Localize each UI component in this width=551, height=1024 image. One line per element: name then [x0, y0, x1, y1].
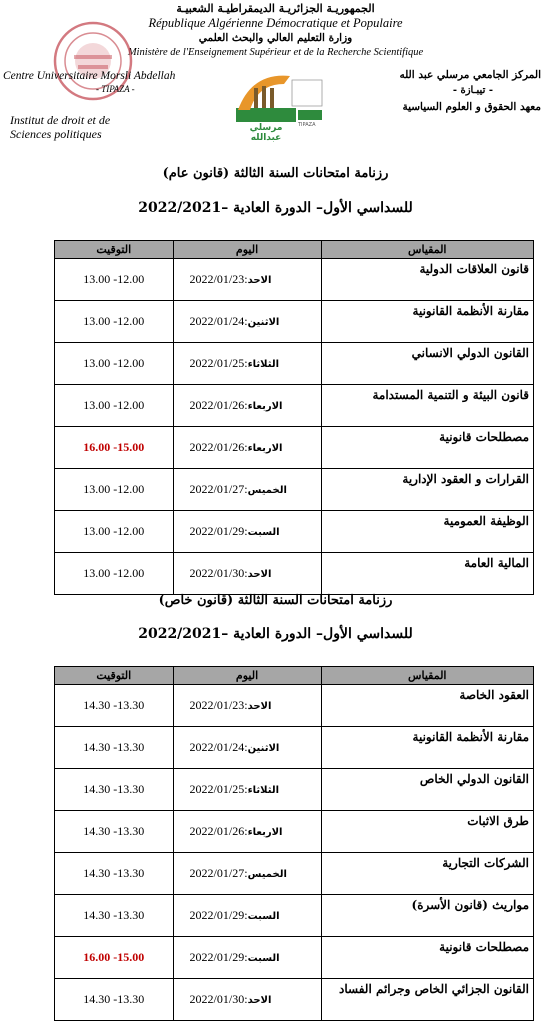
table-row: [55, 427, 534, 469]
row-day: [173, 511, 321, 553]
row-day: [173, 811, 321, 853]
row-day: [173, 553, 321, 595]
row-dayname: الاثنين: [247, 317, 280, 328]
row-subject: العقود الخاصة: [321, 685, 533, 727]
row-date: 2022/01/25:: [189, 356, 248, 370]
row-time: 13.00 -12.00: [55, 343, 174, 385]
row-date: 2022/01/26:: [189, 824, 248, 838]
row-subject: المالية العامة: [321, 553, 533, 595]
header-fr-institute-1: Institut de droit et de: [10, 113, 111, 127]
row-subject: مقارنة الأنظمة القانونية: [321, 727, 533, 769]
row-subject: طرق الاثبات: [321, 811, 533, 853]
table-row: [55, 895, 534, 937]
row-date: 2022/01/30:: [189, 992, 248, 1006]
row-time: 13.00 -12.00: [55, 301, 174, 343]
row-subject: القرارات و العقود الإدارية: [321, 469, 533, 511]
row-day: [173, 685, 321, 727]
schedule-private-subtitle: للسداسي الأول– الدورة العادية –2022/2021: [138, 626, 413, 642]
row-subject: الوظيفة العمومية: [321, 511, 533, 553]
row-dayname: الخميس: [247, 485, 287, 496]
row-day: [173, 769, 321, 811]
row-time: 13.00 -12.00: [55, 259, 174, 301]
header-time: التوقيت: [55, 241, 174, 259]
row-date: 2022/01/29:: [189, 908, 248, 922]
row-dayname: الثلاثاء: [247, 359, 280, 370]
header-fr-ministry: Ministère de l'Enseignement Supérieur et de la Recherche Scientifique: [127, 47, 424, 58]
row-dayname: الاحد: [247, 569, 272, 580]
row-time: 13.00 -12.00: [55, 511, 174, 553]
row-date: 2022/01/26:: [189, 398, 248, 412]
header-ar-ministry: وزارة التعليم العالي والبحث العلمي: [198, 32, 353, 44]
row-time: 14.30 -13.30: [55, 727, 174, 769]
row-day: [173, 343, 321, 385]
row-day: [173, 937, 321, 979]
row-date: 2022/01/29:: [189, 524, 248, 538]
row-day: [173, 301, 321, 343]
header-time: التوقيت: [55, 667, 174, 685]
row-date: 2022/01/29:: [189, 950, 248, 964]
row-subject: الشركات التجارية: [321, 853, 533, 895]
logo-text: مرسلي عبدالله: [249, 123, 283, 143]
row-dayname: الاحد: [247, 995, 272, 1006]
row-dayname: الاحد: [247, 275, 272, 286]
row-dayname: السبت: [247, 953, 280, 964]
row-time: 16.00 -15.00: [55, 427, 174, 469]
header-ar-city: - تيبـازة -: [452, 85, 493, 96]
row-dayname: السبت: [247, 911, 280, 922]
row-dayname: الخميس: [247, 869, 287, 880]
row-day: [173, 979, 321, 1021]
row-subject: قانون البيئة و التنمية المستدامة: [321, 385, 533, 427]
row-date: 2022/01/30:: [189, 566, 248, 580]
row-date: 2022/01/27:: [189, 866, 248, 880]
table-row: [55, 301, 534, 343]
schedule-private-table: [54, 666, 534, 1021]
table-row: [55, 259, 534, 301]
university-logo: [232, 66, 328, 142]
row-date: 2022/01/24:: [189, 740, 248, 754]
table-row: [55, 511, 534, 553]
header-fr-city: - TIPAZA -: [96, 84, 135, 94]
table-row: [55, 469, 534, 511]
row-time: 14.30 -13.30: [55, 769, 174, 811]
row-dayname: الاربعاء: [247, 827, 283, 838]
row-day: [173, 727, 321, 769]
header-subject: المقياس: [321, 667, 533, 685]
row-time: 13.00 -12.00: [55, 469, 174, 511]
row-subject: القانون الدولي الخاص: [321, 769, 533, 811]
row-date: 2022/01/25:: [189, 782, 248, 796]
row-day: [173, 427, 321, 469]
table-row: [55, 937, 534, 979]
table-row: [55, 727, 534, 769]
schedule-public-table: [54, 240, 534, 595]
header-day: اليوم: [173, 667, 321, 685]
table-row: [55, 811, 534, 853]
table-row: [55, 385, 534, 427]
table-row: [55, 343, 534, 385]
table-row: [55, 685, 534, 727]
row-time: 14.30 -13.30: [55, 979, 174, 1021]
table-row: [55, 979, 534, 1021]
schedule-private-title: رزنامة امتحانات السنة الثالثة (قانون خاص): [158, 593, 393, 608]
row-date: 2022/01/23:: [189, 272, 248, 286]
header-fr-center: Centre Universitaire Morsli Abdellah: [3, 70, 176, 82]
row-date: 2022/01/27:: [189, 482, 248, 496]
header-ar-republic: الجمهوريـة الجزائريـة الديمقراطيـة الشعبيـة: [176, 2, 375, 15]
row-subject: مواريث (قانون الأسرة): [321, 895, 533, 937]
row-time: 13.00 -12.00: [55, 553, 174, 595]
table-row: [55, 553, 534, 595]
row-subject: مصطلحات قانونية: [321, 937, 533, 979]
row-dayname: الاثنين: [247, 743, 280, 754]
row-dayname: الثلاثاء: [247, 785, 280, 796]
table-row: [55, 853, 534, 895]
row-date: 2022/01/24:: [189, 314, 248, 328]
row-subject: القانون الجزائي الخاص وجرائم الفساد: [321, 979, 533, 1021]
row-day: [173, 853, 321, 895]
row-dayname: الاحد: [247, 701, 272, 712]
row-day: [173, 385, 321, 427]
row-time: 14.30 -13.30: [55, 895, 174, 937]
schedule-public-subtitle: للسداسي الأول– الدورة العادية –2022/2021: [138, 200, 413, 216]
row-subject: مصطلحات قانونية: [321, 427, 533, 469]
header-fr-institute-2: Sciences politiques: [10, 127, 102, 141]
row-time: 14.30 -13.30: [55, 811, 174, 853]
row-time: 13.00 -12.00: [55, 385, 174, 427]
table-header-row: [55, 667, 534, 685]
row-time: 14.30 -13.30: [55, 853, 174, 895]
row-subject: القانون الدولي الانساني: [321, 343, 533, 385]
header-fr-republic: République Algérienne Démocratique et Populaire: [148, 16, 403, 30]
row-time: 16.00 -15.00: [55, 937, 174, 979]
row-day: [173, 259, 321, 301]
row-date: 2022/01/23:: [189, 698, 248, 712]
row-time: 14.30 -13.30: [55, 685, 174, 727]
table-row: [55, 769, 534, 811]
row-dayname: السبت: [247, 527, 280, 538]
table-header-row: [55, 241, 534, 259]
header-day: اليوم: [173, 241, 321, 259]
header-subject: المقياس: [321, 241, 533, 259]
schedule-public-title: رزنامة امتحانات السنة الثالثة (قانون عام): [162, 166, 389, 181]
row-day: [173, 469, 321, 511]
row-date: 2022/01/26:: [189, 440, 248, 454]
row-subject: قانون العلاقات الدولية: [321, 259, 533, 301]
row-subject: مقارنة الأنظمة القانونية: [321, 301, 533, 343]
row-day: [173, 895, 321, 937]
header-ar-institute: معهد الحقوق و العلوم السياسية: [402, 101, 541, 113]
logo-caption: TIPAZA: [298, 122, 316, 128]
header-ar-center: المركز الجامعي مرسلي عبد الله: [399, 69, 541, 81]
row-dayname: الاربعاء: [247, 443, 283, 454]
row-dayname: الاربعاء: [247, 401, 283, 412]
